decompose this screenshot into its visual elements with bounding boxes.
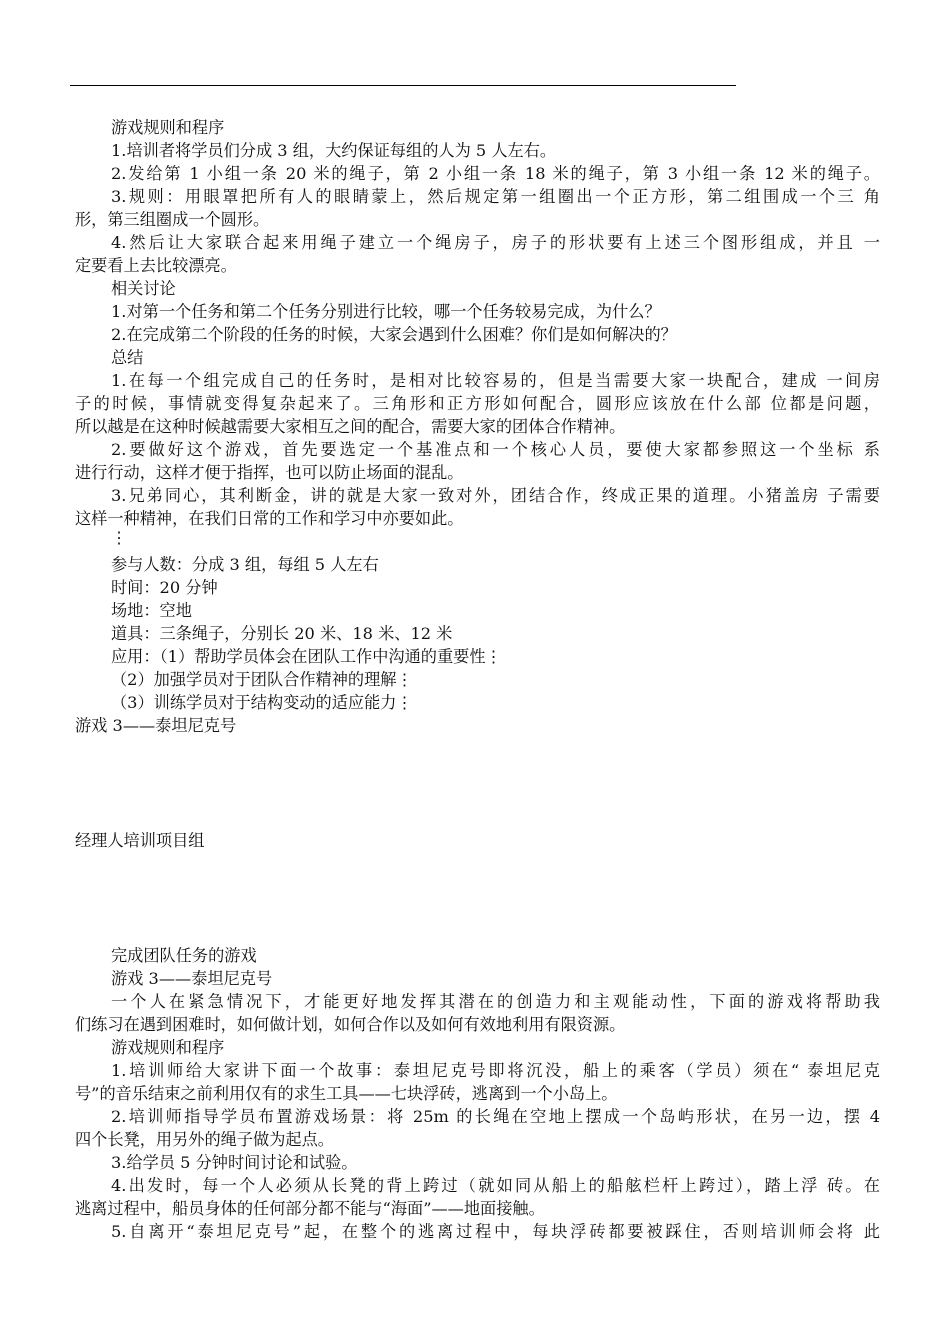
- discussion-item-1: 1.对第一个任务和第二个任务分别进行比较，哪一个任务较易完成，为什么？: [111, 302, 661, 321]
- discussion-item-2: 2.在完成第二个阶段的任务的时候，大家会遇到什么困难？你们是如何解决的？: [111, 325, 677, 344]
- summary-item-3-cont: 这样一种精神，在我们日常的工作和学习中亦要如此。: [75, 509, 464, 528]
- titanic-rule-4: 4.出发时，每一个人必须从长凳的背上跨过（就如同从船上的船舷栏杆上跨过），踏上浮 砖。在: [111, 1176, 880, 1195]
- rule-item-1: 1.培训者将学员们分成 3 组，大约保证每组的人为 5 人左右。: [111, 141, 557, 160]
- section-heading-rules: 游戏规则和程序: [111, 118, 225, 137]
- summary-item-1-cont: 子的时候，事情就变得复杂起来了。三角形和正方形如何配合，圆形应该放在什么部 位都是问题，: [75, 394, 880, 413]
- titanic-rule-2: 2.培训师指导学员布置游戏场景：将 25m 的长绳在空地上摆成一个岛屿形状，在另一边，摆 4: [111, 1107, 880, 1126]
- summary-item-3: 3.兄弟同心，其利断金，讲的就是大家一致对外，团结合作，终成正果的道理。小猪盖房 子需要: [111, 486, 880, 505]
- section-title-team-games: 完成团队任务的游戏: [111, 946, 257, 965]
- document-page: [75, 0, 880, 1344]
- footer-organization: 经理人培训项目组: [75, 831, 205, 850]
- ellipsis-mark: ⋮: [111, 528, 128, 547]
- intro-paragraph-1: 一个人在紧急情况下，才能更好地发挥其潜在的创造力和主观能动性，下面的游戏将帮助我: [111, 992, 880, 1011]
- summary-item-2-cont: 进行行动，这样才便于指挥，也可以防止场面的混乱。: [75, 463, 464, 482]
- rule-item-4: 4.然后让大家联合起来用绳子建立一个绳房子，房子的形状要有上述三个图形组成，并且 一: [111, 233, 880, 252]
- titanic-rule-1: 1.培训师给大家讲下面一个故事：泰坦尼克号即将沉没，船上的乘客（学员）须在“ 泰坦尼克: [111, 1061, 880, 1080]
- info-participants: 参与人数：分成 3 组，每组 5 人左右: [111, 555, 379, 574]
- info-venue: 场地：空地: [111, 601, 192, 620]
- info-application-2: （2）加强学员对于团队合作精神的理解⋮: [111, 670, 413, 689]
- rule-item-4-cont: 定要看上去比较漂亮。: [75, 256, 237, 275]
- info-application-3: （3）训练学员对于结构变动的适应能力⋮: [111, 693, 413, 712]
- rule-item-3: 3.规则：用眼罩把所有人的眼睛蒙上，然后规定第一组圈出一个正方形，第二组围成一个三 角: [111, 187, 880, 206]
- rule-item-2: 2.发给第 1 小组一条 20 米的绳子，第 2 小组一条 18 米的绳子，第 3 小组一条 12 米的绳子。: [111, 164, 880, 183]
- titanic-rule-5: 5.自离开“泰坦尼克号”起，在整个的逃离过程中，每块浮砖都要被踩住，否则培训师会将 此: [111, 1222, 880, 1241]
- section-heading-rules-2: 游戏规则和程序: [111, 1038, 225, 1057]
- game-title-line: 游戏 3——泰坦尼克号: [75, 716, 237, 735]
- titanic-rule-4-cont: 逃离过程中，船员身体的任何部分都不能与“海面”——地面接触。: [75, 1199, 545, 1218]
- info-props: 道具：三条绳子，分别长 20 米、18 米、12 米: [111, 624, 453, 643]
- game-3-title: 游戏 3——泰坦尼克号: [111, 969, 273, 988]
- summary-item-1-end: 所以越是在这种时候越需要大家相互之间的配合，需要大家的团体合作精神。: [75, 417, 626, 436]
- summary-item-1: 1.在每一个组完成自己的任务时，是相对比较容易的，但是当需要大家一块配合，建成 一间房: [111, 371, 880, 390]
- titanic-rule-2-cont: 四个长凳，用另外的绳子做为起点。: [75, 1130, 334, 1149]
- summary-item-2: 2.要做好这个游戏，首先要选定一个基准点和一个核心人员，要使大家都参照这一个坐标 系: [111, 440, 880, 459]
- titanic-rule-3: 3.给学员 5 分钟时间讨论和试验。: [111, 1153, 358, 1172]
- section-heading-summary: 总结: [111, 348, 144, 367]
- section-heading-discussion: 相关讨论: [111, 279, 176, 298]
- titanic-rule-1-cont: 号”的音乐结束之前利用仅有的求生工具——七块浮砖，逃离到一个小岛上。: [75, 1084, 618, 1103]
- info-time: 时间：20 分钟: [111, 578, 218, 597]
- intro-paragraph-1-cont: 们练习在遇到困难时，如何做计划，如何合作以及如何有效地利用有限资源。: [75, 1015, 626, 1034]
- info-application-1: 应用：（1）帮助学员体会在团队工作中沟通的重要性⋮: [111, 647, 502, 666]
- rule-item-3-cont: 形，第三组圈成一个圆形。: [75, 210, 270, 229]
